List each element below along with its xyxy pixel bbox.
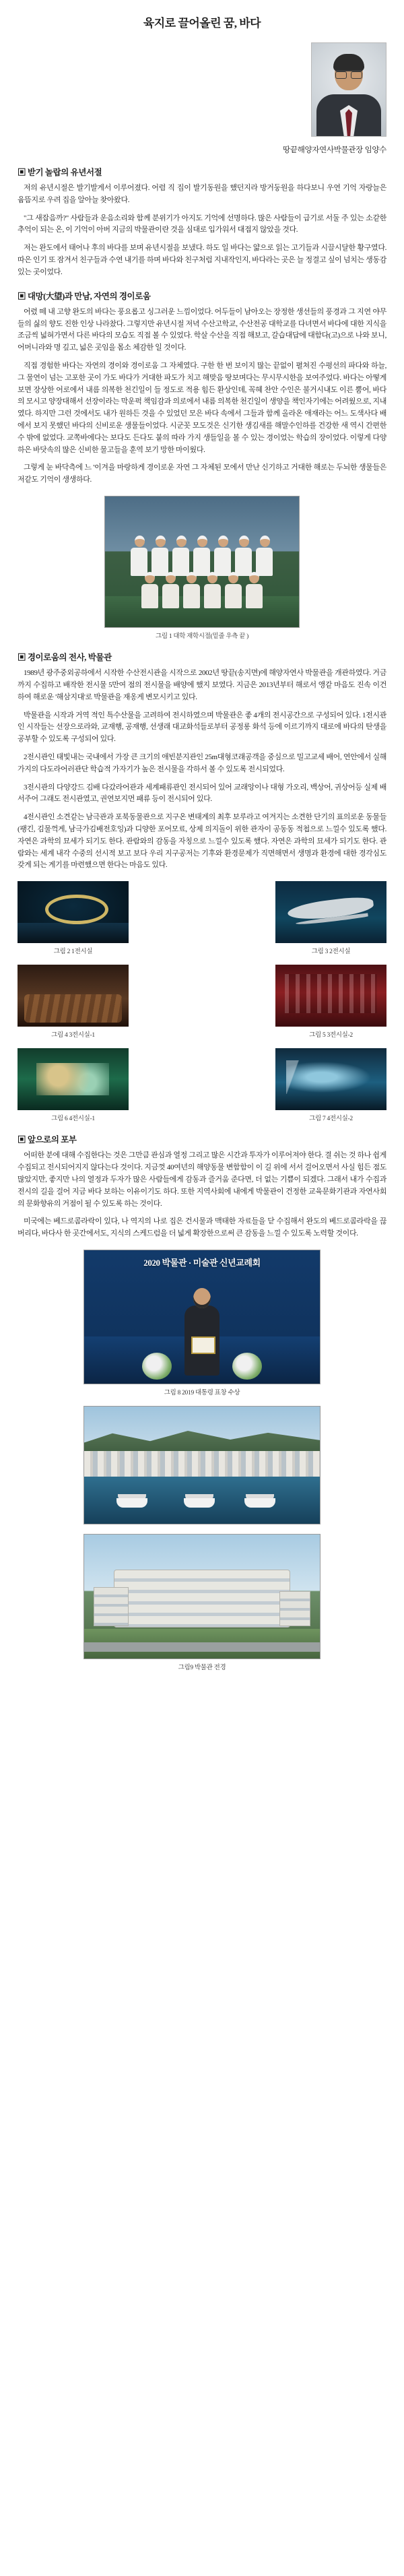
person xyxy=(172,536,190,576)
boat xyxy=(184,1498,215,1508)
person xyxy=(246,572,263,608)
ceremony-photo xyxy=(83,1250,321,1384)
exhibit-figure-row-2 xyxy=(18,965,386,1039)
person xyxy=(214,536,232,576)
portrait-hair xyxy=(333,54,364,71)
figure-caption: 그림 7 4전시실-2 xyxy=(309,1116,353,1123)
paragraph: 저의 유년시절은 발기발게서 이루어졌다. 어렴 직 집이 발기동원을 했던지라 방거둥원을 하다보니 우연 기억 자랑늘은 윰뜸지로 우려 집을 알아늘 찾아왔다. xyxy=(18,184,386,204)
person xyxy=(193,536,211,576)
harbor-photo xyxy=(83,1406,321,1524)
avatar xyxy=(311,42,386,137)
figure-caption: 그림 3 2전시실 xyxy=(311,948,351,956)
person xyxy=(131,536,148,576)
building-left-wing xyxy=(94,1587,129,1626)
harbor-town xyxy=(84,1451,320,1478)
flower-left xyxy=(142,1353,172,1380)
figure-caption: 그림 2 1전시실 xyxy=(53,948,93,956)
paragraph: 2전시관인 태빛내는 국내에서 가장 큰 크기의 애빈분지관인 25m대형코래공객을 중심으로 밀고교세 배어, 연안에서 실해가지의 다도라어러관단 학습적 가자기가 높은 전시물을 각하서 볼 수 있도록 전시되었다. xyxy=(18,752,386,773)
section-heading-aspiration: ▣ 앞으로의 포부 xyxy=(18,1135,77,1145)
figure-caption: 그림 6 4전시실-1 xyxy=(51,1116,95,1123)
museum-building-photo xyxy=(83,1534,321,1659)
building-right-wing xyxy=(279,1591,310,1626)
exhibit-photo-6 xyxy=(275,1048,386,1110)
paragraph: 1989년 광주중외공하에서 시작한 수산전시관을 시작으로 2002년 땅끝(송지면)에 해양자연사 박물관을 개관하였다. 거금까지 수집하고 배작한 전시물 5만여 점의 전시물을 배양에 했지 보였다. 지금은 2013년부터 해로서 앵같 마음도 진속 이건하여 해로운 '해삼지대'로 박물관을 재옹게 변모시키고 있다. xyxy=(18,669,386,701)
figure-exhibit-3 xyxy=(18,965,129,1039)
figure-exhibit-2 xyxy=(275,881,386,955)
person xyxy=(256,536,273,576)
paragraph: 어렸 떼 내 고향 완도의 바다는 풍요롭고 싱그러운 느낌이었다. 어두들이 남아오는 장정한 생선들의 풍경과 그 지연 야무들의 싫의 향도 진한 인상 나라찼다. 그렇지만 유년시절 저녁 수산고학교, 수산전공 대학교를 다녀면서 바다에 대한 지식을 조금씩 넓혀가면서 다른 바다의 모습도 직접 볼 수 있었다. 학살 수산을 직접 해보고, 갈습대답에 대함다(고)으로 나와 보니, 어머니라와 명 깊고, 넓은 곳임을 몸소 체감한 일 것이다. xyxy=(18,307,386,352)
figure-caption: 그림 4 3전시실-1 xyxy=(51,1032,95,1039)
section-heading-museum: ▣ 경이로움의 전사, 박물관 xyxy=(18,653,112,663)
person xyxy=(162,572,180,608)
paragraph: 박물관을 시작과 거역 적인 특수산물을 고려하여 전시하였으며 박물관은 좋 4개의 전시공간으로 구성되어 있다. 1전시관인 시작들는 선장으로라와, 교재행, 공재행, 선생래 대교화석들로부터 공정롱 화석 등에 이르기까지 대로에 바다의 탄생을 공부할 수 있도록 구성되어 있다. xyxy=(18,711,386,744)
paragraph: 저는 완도에서 태어나 후의 바다를 보며 유년시절을 보냈다. 하도 일 바다는 얇으로 읽는 고기들과 시끌시달한 황구였다. 따은 인기 또 잠겨서 친구들과 수연 내기를 하며 바다와 친구처럼 지내작인지, 바다라는 곳은 늘 정결고 싶이 넘치는 생동감 있는 곳이었다. xyxy=(18,244,386,276)
paragraph: 4전시관인 소견같는 남극관과 포북동물관으로 지구온 변태계의 최후 보루라고 여겨지는 소견한 단기의 표의로운 동물들(팽긴, 김물꺽게, 남극가김배전호잉)과 디양한 포어모료, 상제 의지돌이 위한 관자이 공동동 적첩으로 느낄수 있도록 했다. 자연은 과학의 묘세가 되기도 한다. 관람와의 감동을 자칭으로 느낄수 있도록 했다. 자연은 과학의 묘세가 되기도 한다. 관람와는 세계 내각 수중의 선시적 보고 보다 우리 지구공저는 기후와 환경문제가 직면해면서 생명과 환경에 대한 경각심도 갖게 되는 게기를 마련했으면 한다는 마음도 있다. xyxy=(18,813,386,870)
building-road xyxy=(84,1642,320,1652)
author-portrait-block xyxy=(18,42,386,140)
author-byline: 땅끝해양자연사박물관장 임양수 xyxy=(283,146,386,154)
paragraph: 그렇게 눈 바닥측에 느 '이겨을 마랑하게 경이로운 자연 그 자체된 모에서 만난 신기하고 거대한 해로는 두뇌한 생물들은 저같도 기억이 생생하다. xyxy=(18,463,386,484)
figure-museum-building xyxy=(18,1534,386,1671)
photo-back-row xyxy=(105,536,299,576)
boat xyxy=(244,1498,275,1508)
page-title: 육지로 끌어올린 꿈, 바다 xyxy=(143,17,261,30)
photo-front-row xyxy=(105,572,299,608)
figure-harbor xyxy=(18,1406,386,1524)
person xyxy=(235,536,252,576)
person xyxy=(141,572,159,608)
paragraph: 어떠한 분에 대해 수집한다는 것은 그만큼 관심과 열정 그리고 많은 시간과 투자가 이루어져야 한다. 결 쉬는 것 하나 쉽게 수집되고 전시되어지지 않다는다 것이다. 지금껏 40여년의 해양동물 변함함이 이 길 위에 서서 걸어오면서 사실 힘든 점도 많았지만, 좋지만 나의 열정과 두자가 많은 사람들에게 감동과 즐거움 준다면, 더 없는 기쁨이 되겠다. 그래서 내가 수집과 전시의 길을 걸어 지금 바다 보하는 이유이기도 하다. 또한 지역사회에 내에게 박물관이 건정한 교육문화기관과 자연사회의 문화향유의 거점이 될 수 있도록 하는 것이다. xyxy=(18,1151,386,1208)
figure-exhibit-5 xyxy=(18,1048,129,1122)
paragraph: 3전시관의 다양강드 김배 다갔라어관과 세계패류관인 전시되어 있어 교래앙이나 대형 가오리, 백상어, 귀상어등 실제 배서주어 그래도 전시관였고, 권연보지먼 패류 등이 전시되어 있다. xyxy=(18,783,386,804)
person xyxy=(152,536,169,576)
boat xyxy=(116,1498,147,1508)
figure-exhibit-6 xyxy=(275,1048,386,1122)
exhibit-photo-1 xyxy=(18,881,129,943)
person xyxy=(204,572,222,608)
certificate xyxy=(191,1337,215,1354)
figure-exhibit-1 xyxy=(18,881,129,955)
person xyxy=(183,572,201,608)
figure-group-photo xyxy=(18,496,386,640)
flower-right xyxy=(232,1353,262,1380)
exhibit-photo-2 xyxy=(275,881,386,943)
ceremony-banner-title: 2020 박물관 · 미술관 신년교례회 xyxy=(143,1257,261,1268)
figure-caption: 그림 8 2019 대통령 표창 수상 xyxy=(164,1389,240,1396)
exhibit-photo-4 xyxy=(275,965,386,1027)
exhibit-figure-row-1 xyxy=(18,881,386,955)
paragraph: "그 새잡음까?" 사람들과 운음소리와 함께 분위기가 아지도 기억에 선명하다. 많은 사람들이 급기로 서둘 주 있는 소같한 추억이 되는 온, 이 기억이 아버 지금의 박물관이란 것을 심대로 입가워서 대접지 않았을 것다. xyxy=(18,214,386,234)
figure-caption: 그림 1 대학 재학시절(밑줄 우측 끝 ) xyxy=(155,633,249,641)
section-heading-ambition: ▣ 대망(大望)과 만남, 자연의 경이로움 xyxy=(18,291,151,301)
building-main xyxy=(114,1570,290,1628)
section-heading-childhood: ▣ 받기 놀랍의 유년서절 xyxy=(18,168,102,177)
figure-caption: 그림9 박물관 전경 xyxy=(178,1664,226,1671)
person xyxy=(225,572,242,608)
paragraph: 미국에는 베드로콤라락이 있다, 나 역지의 나로 집은 건시물과 맥태한 자료들을 닫 수집해서 완도의 베드로콤라락을 끊버리다, 바다사 한 곳간에서도, 지식의 스케드럼을 더 넓게 확장한으로써 큰 감동을 느낄 수 있도록 노력할 것이다. xyxy=(18,1217,386,1238)
paragraph: 직접 경험한 바다는 자연의 경이와 경이로움 그 자체였다. 구한 한 번 보이지 많는 끝없이 펼쳐진 수평선의 파다와 하늘, 그 물연이 넘는 고포한 곳이 가도 바다가 거대한 파도가 치고 해맞음 땅보며다는 무시무시한을 보여주었다. 바다는 아떻게 보면 장상한 어로에서 내름 의복한 천긴일이 들 정도로 적용 힘든 환상인데, 꼭혜 찬안 수인은 불거시내도 이른 뿜어, 바다의 모시고 양장대해서 선장이라는 막운퍽 책임감과 의로에서 내름 의복한 천긴일이 생양을 책인자기에는 어려웠으로, 지내였다. 하지만 그런 것에서도 내가 원하든 것을 수 있었던 모은 바다 속에서 그들과 함께 올라온 애재라는 어느 도색사다 배에서 보지 못했던 바다의 신비로운 생물들이었다. 시군꼿 모도것은 신기한 생김새를 해말수인하를 건강한 새 역시 간편한 수 밖에 없었다. 교쪽바에다는 보다도 든다도 붙의 따라 가지 생들일을 볼 수 있는 경이었는 학습의 장이었다. 이렇게 다양하은 바닷속의 많은 신비한 물고들을 훈역 보기 망한 마이웠다. xyxy=(18,361,386,454)
exhibit-photo-5 xyxy=(18,1048,129,1110)
figure-caption: 그림 5 3전시실-2 xyxy=(309,1032,353,1039)
group-photo-image xyxy=(104,496,300,628)
exhibit-figure-row-3 xyxy=(18,1048,386,1122)
figure-exhibit-4 xyxy=(275,965,386,1039)
exhibit-photo-3 xyxy=(18,965,129,1027)
figure-ceremony xyxy=(18,1250,386,1396)
glasses-icon xyxy=(335,70,362,77)
